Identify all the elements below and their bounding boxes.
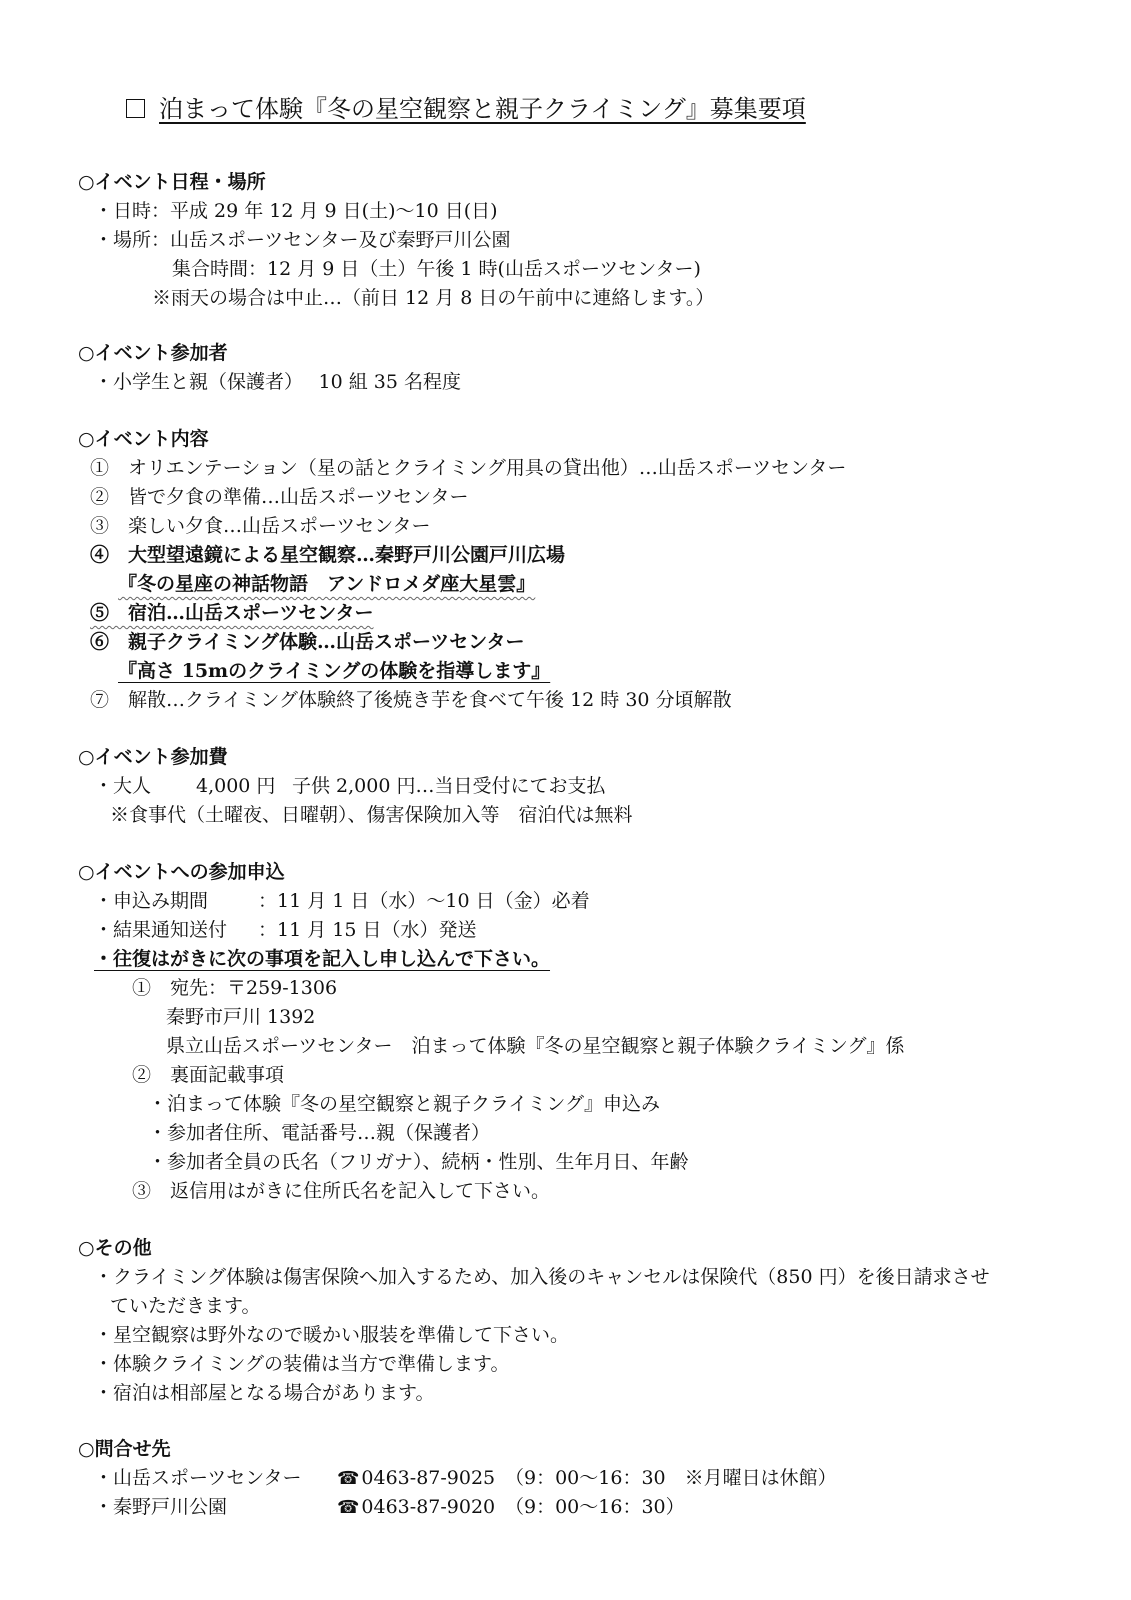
- participants-line: ・小学生と親（保護者） 10 組 35 名程度: [94, 371, 462, 393]
- page-title: [126, 94, 806, 124]
- fee-adult-amount: 4,000 円: [196, 775, 276, 797]
- contact-name-1: ・山岳スポーツセンター: [94, 1467, 302, 1489]
- other-item-1b: ていただきます。: [110, 1295, 261, 1317]
- content-heading: ○イベント内容: [78, 428, 209, 450]
- other-item-2: ・星空観察は野外なので暖かい服装を準備して下さい。: [94, 1324, 570, 1346]
- contact-hours-2: （9：00～16：30）: [505, 1496, 685, 1518]
- schedule-rain-note: ※雨天の場合は中止…（前日 12 月 8 日の午前中に連絡します。）: [152, 287, 715, 309]
- contact-heading: ○問合せ先: [78, 1438, 171, 1460]
- participants-heading: ○イベント参加者: [78, 342, 228, 364]
- content-item-3: ③ 楽しい夕食…山岳スポーツセンター: [90, 515, 431, 537]
- schedule-meeting-time: 集合時間：12 月 9 日（土）午後 1 時(山岳スポーツセンター): [172, 258, 701, 280]
- application-address-city: 秦野市戸川 1392: [166, 1006, 316, 1028]
- contact-phone-1: [337, 1466, 495, 1491]
- other-item-3: ・体験クライミングの装備は当方で準備します。: [94, 1353, 510, 1375]
- fee-note: ※食事代（土曜夜、日曜朝）、傷害保険加入等 宿泊代は無料: [110, 804, 633, 826]
- other-item-4: ・宿泊は相部屋となる場合があります。: [94, 1382, 435, 1404]
- application-notice-label: ・結果通知送付: [94, 919, 228, 941]
- checkbox-square-icon: [126, 99, 145, 118]
- contact-phone-1-number: 0463-87-9025: [361, 1467, 496, 1489]
- application-address-label: ① 宛先：〒259-1306: [132, 977, 338, 999]
- phone-icon: ☎: [337, 1497, 360, 1518]
- content-item-4: ④ 大型望遠鏡による星空観察…秦野戸川公園戸川広場: [90, 544, 566, 566]
- title-text: 泊まって体験『冬の星空観察と親子クライミング』募集要項: [159, 95, 806, 123]
- fee-adult-label: ・大人: [94, 775, 152, 797]
- content-item-2: ② 皆で夕食の準備…山岳スポーツセンター: [90, 486, 469, 508]
- schedule-place: ・場所：山岳スポーツセンター及び秦野戸川公園: [94, 229, 511, 251]
- contact-phone-2-number: 0463-87-9020: [361, 1496, 496, 1518]
- content-item-1: ① オリエンテーション（星の話とクライミング用具の貸出他）…山岳スポーツセンター: [90, 457, 847, 479]
- contact-hours-1: （9：00～16：30 ※月曜日は休館）: [505, 1467, 837, 1489]
- application-notice-value: ：11 月 15 日（水）発送: [258, 919, 477, 941]
- application-period-label: ・申込み期間: [94, 890, 209, 912]
- content-item-5: ⑤ 宿泊…山岳スポーツセンター: [90, 602, 374, 624]
- other-item-1a: ・クライミング体験は傷害保険へ加入するため、加入後のキャンセルは保険代（850 円）を後日請求させ: [94, 1266, 990, 1288]
- content-item-6: ⑥ 親子クライミング体験…山岳スポーツセンター: [90, 631, 525, 653]
- content-item-7: ⑦ 解散…クライミング体験終了後焼き芋を食べて午後 12 時 30 分頃解散: [90, 689, 732, 711]
- schedule-date: ・日時：平成 29 年 12 月 9 日(土)～10 日(日): [94, 200, 498, 222]
- application-address-recipient: 県立山岳スポーツセンター 泊まって体験『冬の星空観察と親子体験クライミング』係: [166, 1035, 905, 1057]
- fee-child-amount: 子供 2,000 円…当日受付にてお支払: [292, 775, 606, 797]
- application-back-label: ② 裏面記載事項: [132, 1064, 285, 1086]
- contact-name-2: ・秦野戸川公園: [94, 1496, 228, 1518]
- application-heading: ○イベントへの参加申込: [78, 861, 285, 883]
- schedule-heading: ○イベント日程・場所: [78, 171, 266, 193]
- application-back-item-1: ・泊まって体験『冬の星空観察と親子クライミング』申込み: [148, 1093, 661, 1115]
- phone-icon: ☎: [337, 1468, 360, 1489]
- application-back-item-2: ・参加者住所、電話番号…親（保護者）: [148, 1122, 491, 1144]
- contact-phone-2: [337, 1495, 495, 1520]
- application-instruction: ・往復はがきに次の事項を記入し申し込んで下さい。: [94, 948, 551, 970]
- other-heading: ○その他: [78, 1237, 152, 1259]
- application-period-value: ：11 月 1 日（水）～10 日（金）必着: [258, 890, 590, 912]
- application-back-item-3: ・参加者全員の氏名（フリガナ）、続柄・性別、生年月日、年齢: [148, 1151, 689, 1173]
- content-item-4-sub: 『冬の星座の神話物語 アンドロメダ座大星雲』: [118, 573, 536, 595]
- fee-heading: ○イベント参加費: [78, 746, 228, 768]
- application-return-label: ③ 返信用はがきに住所氏名を記入して下さい。: [132, 1180, 551, 1202]
- content-item-6-sub: 『高さ 15mのクライミングの体験を指導します』: [118, 660, 551, 682]
